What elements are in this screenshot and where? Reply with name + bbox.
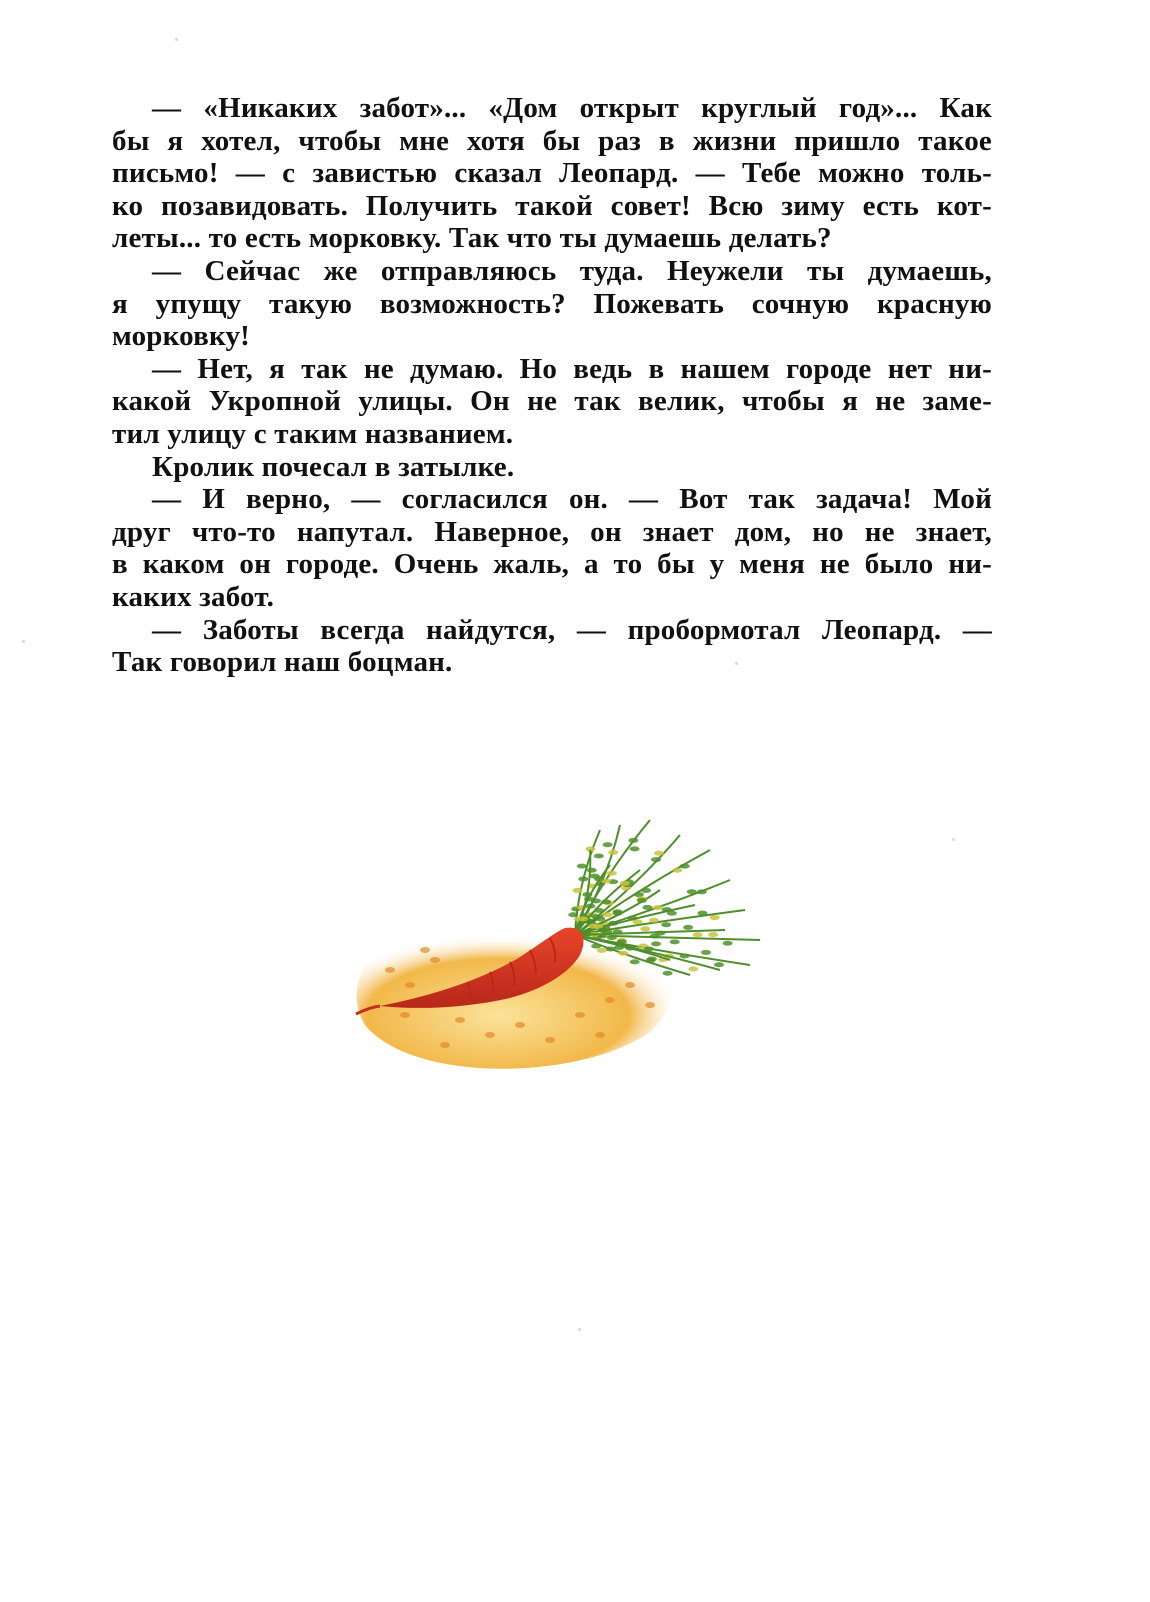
leaf [645, 958, 655, 963]
ground-speck [605, 997, 615, 1003]
leaf [607, 871, 617, 876]
leaf [661, 922, 671, 927]
leaf [723, 941, 733, 946]
text-line: письмо! — с завистью сказал Леопард. — Тебе можно толь- [112, 157, 992, 190]
leaf [613, 911, 623, 916]
carrot-image [350, 810, 790, 1090]
leaf [663, 971, 673, 976]
leaf [650, 934, 660, 939]
ground-speck [625, 982, 635, 988]
leaf [603, 912, 613, 917]
text-line: какой Укропной улицы. Он не так велик, чтобы я не заме- [112, 385, 992, 418]
leaf [708, 932, 718, 937]
leaf [618, 951, 628, 956]
leaf [642, 905, 652, 910]
text-line: — Заботы всегда найдутся, — пробормотал Леопард. — [152, 613, 992, 646]
ground-speck [455, 1017, 465, 1023]
leaf [651, 857, 661, 862]
leaf [672, 868, 682, 873]
ground-speck [420, 947, 430, 953]
leaf [680, 954, 690, 959]
leaf [620, 881, 630, 886]
leaf [688, 967, 698, 972]
text-line: — Нет, я так не думаю. Но ведь в нашем городе нет ни- [152, 352, 992, 385]
leaf [573, 888, 583, 893]
ground-speck [515, 1022, 525, 1028]
leaf [617, 939, 627, 944]
leaf [628, 838, 638, 843]
leaf [680, 864, 690, 869]
leaf [595, 916, 605, 921]
leaf [578, 916, 588, 921]
leaf [568, 912, 578, 917]
leaf [644, 946, 654, 951]
text-line: друг что-то напутал. Наверное, он знает дом, но не знает, [112, 515, 992, 548]
text-line: бы я хотел, чтобы мне хотя бы раз в жизни пришло такое [112, 124, 992, 157]
leaf [637, 898, 647, 903]
text-line: я упущу такую возможность? Пожевать сочную красную [112, 287, 992, 320]
leaf [687, 889, 697, 894]
leaf [683, 925, 693, 930]
leaf [710, 915, 720, 920]
leaf [670, 939, 680, 944]
leaf [603, 842, 613, 847]
ground-speck [645, 1002, 655, 1008]
text-line: — Сейчас же отправляюсь туда. Неужели ты думаешь, [152, 254, 992, 287]
text-line: каких забот. [112, 580, 275, 613]
paper-speck [578, 1328, 581, 1331]
carrot-illustration [350, 810, 790, 1090]
paper-speck [952, 838, 955, 841]
text-line: морковку! [112, 320, 251, 353]
text-line: Кролик почесал в затылке. [152, 450, 515, 483]
ground-speck [545, 1037, 555, 1043]
leaf [714, 962, 724, 967]
ground-speck [575, 1012, 585, 1018]
leaf [634, 892, 644, 897]
leaf [597, 948, 607, 953]
text-line: в каком он городе. Очень жаль, а то бы у меня не было ни- [112, 548, 992, 581]
leaf [633, 919, 643, 924]
leaf [587, 868, 597, 873]
leaf [577, 864, 587, 869]
ground-speck [385, 967, 395, 973]
leaf [601, 899, 611, 904]
ground-speck [595, 1032, 605, 1038]
text-line: — И верно, — согласился он. — Вот так задача! Мой [152, 483, 992, 516]
leaf [630, 959, 640, 964]
leaf [591, 944, 601, 949]
leaf [582, 892, 592, 897]
paper-speck [22, 640, 25, 643]
ground-speck [400, 1012, 410, 1018]
leaf [630, 846, 640, 851]
leaf [594, 854, 604, 859]
leaf [653, 905, 663, 910]
leaf [585, 904, 595, 909]
ground-speck [485, 1032, 495, 1038]
paper-speck [735, 662, 738, 665]
leaf [654, 851, 664, 856]
leaf [607, 935, 617, 940]
text-line: ко позавидовать. Получить такой совет! Всю зиму есть кот- [112, 189, 992, 222]
leaf [597, 928, 607, 933]
leaf [697, 889, 707, 894]
leaf [608, 850, 618, 855]
leaf [697, 911, 707, 916]
text-line: тил улицу с таким названием. [112, 417, 514, 450]
paper-speck [175, 38, 178, 41]
ground-speck [405, 982, 415, 988]
leaf [641, 888, 651, 893]
leaf [693, 932, 703, 937]
leaf [640, 926, 650, 931]
ground-speck [430, 957, 440, 963]
leaf [651, 941, 661, 946]
leaf [701, 950, 711, 955]
ground-speck [440, 1042, 450, 1048]
leaf [649, 918, 659, 923]
text-line: — «Никаких забот»... «Дом открыт круглый год»... Как [152, 92, 992, 124]
body-text [112, 92, 992, 679]
leaf [594, 877, 604, 882]
leaf [667, 911, 677, 916]
leaf [578, 877, 588, 882]
text-line: леты... то есть морковку. Так что ты думаешь делать? [112, 222, 832, 255]
text-line: Так говорил наш боцман. [112, 646, 453, 679]
